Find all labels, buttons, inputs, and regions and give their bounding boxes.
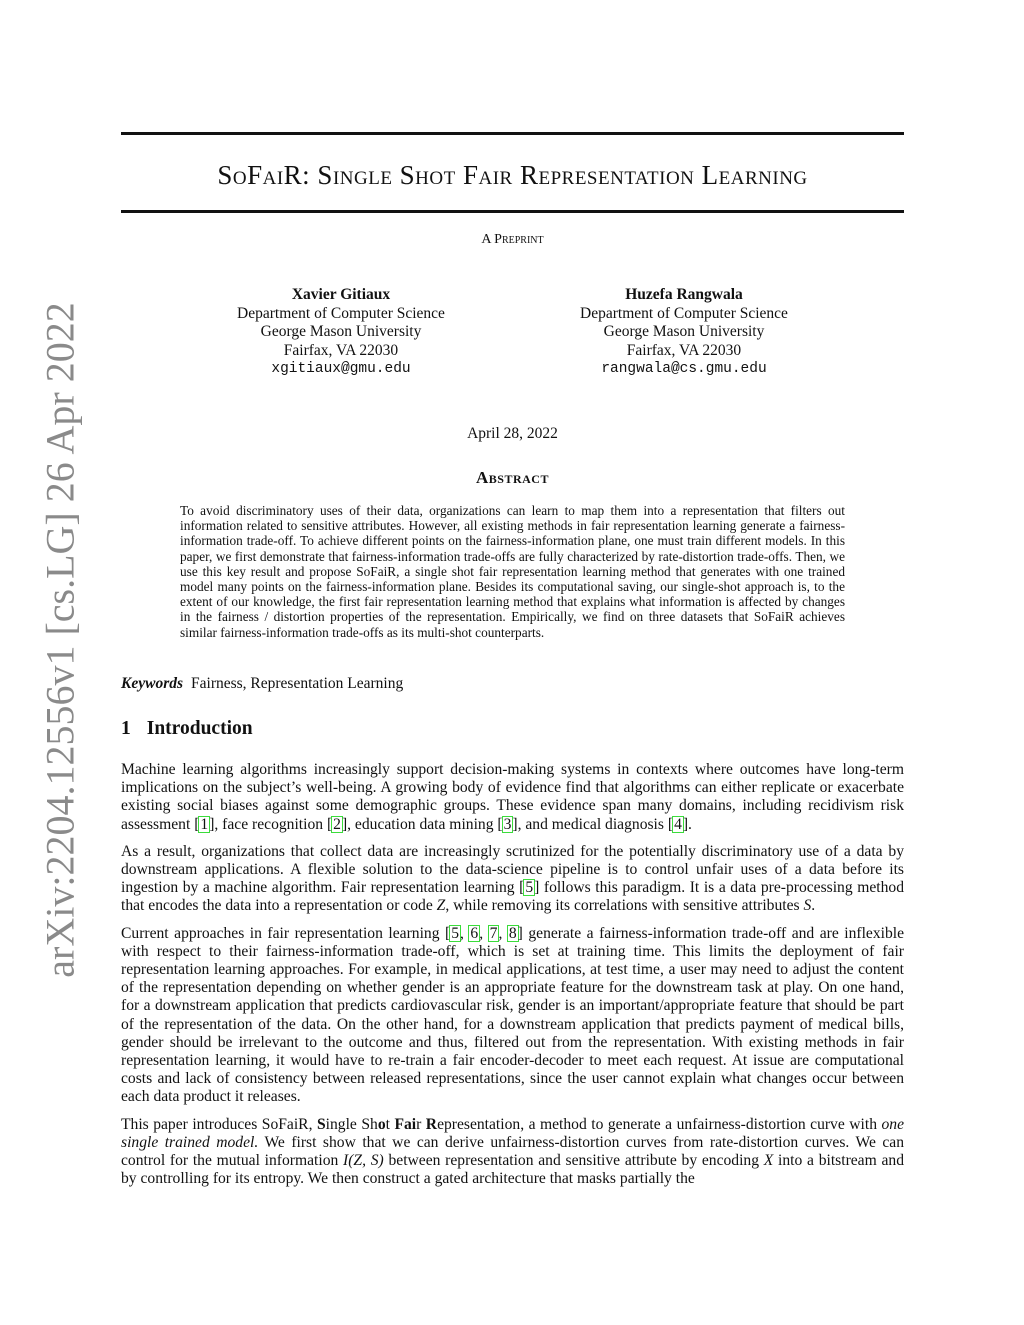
citation-link[interactable]: 5 bbox=[525, 879, 534, 897]
math-variable: Z bbox=[436, 897, 446, 915]
citation-link[interactable]: 7 bbox=[489, 924, 498, 942]
text-run: Machine learning algorithms increasingly support decision-making systems in contexts where outcomes have long-term implications on the subject’s well-being. A growing body of evidence find that algorithms can either replicate or exacerbate existing social biases against some demographic groups. These evidence span many domains, including recidivism risk assessment [ bbox=[121, 761, 904, 833]
title-top-rule bbox=[121, 132, 904, 135]
bold-letter: S bbox=[316, 1115, 326, 1133]
publication-date: April 28, 2022 bbox=[467, 425, 558, 442]
author-name: Huzefa Rangwala bbox=[625, 286, 743, 303]
italic-phrase: one single trained model. bbox=[121, 1115, 904, 1151]
paragraph-1 bbox=[121, 761, 904, 834]
citation-link[interactable]: 5 bbox=[451, 924, 459, 942]
bold-letter: o bbox=[377, 1115, 386, 1133]
text-run: ] generate a fairness-information trade-off and are inflexible with respect to their fairness-information trade-off, which is set at training time. This limits the deployment of fair representation learning approaches. For example, in medical applications, at test time, a user may need to adjust the content of the representation depending on whether gender is an appropriate feature for the downstream task at play. On one hand, for a downstream application that predicts cardiovascular risk, gender is an important/appropriate feature that should be part of the representation of the data. On the other hand, for a downstream application that predicts payment of medical bills, gender should be irrelevant to the outcome and thus, filtered out from the representation. With existing methods in fair representation learning, it would have to re-train a fair encoder-decoder to meet each request. At issue are computational costs and lack of consistency between released representations, since the user cannot explain what changes occur between each data product it releases. bbox=[121, 924, 905, 1106]
author-email[interactable]: xgitiaux@gmu.edu bbox=[271, 361, 411, 377]
keywords-label-initial: K bbox=[121, 675, 132, 692]
text-run: between representation and sensitive attribute by encoding bbox=[383, 1152, 764, 1170]
paragraph-2 bbox=[121, 843, 904, 916]
preprint-label: A Preprint bbox=[481, 232, 544, 247]
keywords-label-rest: eywords bbox=[131, 675, 184, 692]
author-university: George Mason University bbox=[603, 323, 765, 340]
abstract-heading: Abstract bbox=[476, 468, 549, 487]
author-university: George Mason University bbox=[260, 323, 422, 340]
text-run: ], education data mining [ bbox=[341, 815, 503, 833]
paper-title: SoFaiR: Single Shot Fair Representation Learning bbox=[217, 160, 808, 190]
text-run: ], and medical diagnosis [ bbox=[512, 815, 674, 833]
text-run: epresentation, a method to generate a unfairness-distortion curve with bbox=[437, 1115, 882, 1133]
text-run: into a bitstream and by controlling for its entropy. We then construct a gated architecture that masks partially the bbox=[121, 1152, 904, 1188]
text-run: . bbox=[811, 897, 816, 915]
body-text bbox=[121, 761, 904, 1197]
math-expression: I(Z, S) bbox=[343, 1152, 384, 1170]
citation-link[interactable]: 1 bbox=[200, 815, 209, 833]
author-location: Fairfax, VA 22030 bbox=[283, 341, 399, 359]
paragraph-3 bbox=[121, 925, 904, 1107]
author-department: Department of Computer Science bbox=[580, 304, 788, 322]
bold-letter: Fai bbox=[394, 1115, 417, 1133]
author-location: Fairfax, VA 22030 bbox=[626, 341, 742, 359]
arxiv-identifier: arXiv:2204.12556v1 [cs.LG] 26 Apr 2022 bbox=[37, 302, 83, 978]
text-run: , bbox=[498, 924, 508, 942]
citation-link[interactable]: 4 bbox=[674, 815, 682, 833]
math-variable: X bbox=[763, 1152, 774, 1170]
text-run: We first show that we can derive unfairness-distortion curves from rate-distortion curves. We can control for the mutual information bbox=[121, 1133, 904, 1170]
keywords bbox=[121, 675, 904, 693]
text-run: ] follows this paradigm. It is a data pre-processing method that encodes the data into a representation or code bbox=[121, 879, 905, 915]
keywords-label bbox=[121, 675, 183, 692]
abstract-text: To avoid discriminatory uses of their data, organizations can learn to map them into a representation that filters out information related to sensitive attributes. However, all existing methods in fair representation learning generate a fairness-information trade-off. To achieve different points on the fairness-information plane, one must train different models. In this paper, we first demonstrate that fairness-information trade-offs are fully characterized by rate-distortion trade-offs. Then, we use this key result and propose SoFaiR, a single shot fair representation learning method that generates with one trained model many points on the fairness-information plane. Besides its computational saving, our single-shot approach is, to the extent of our knowledge, the first fair representation learning method that explains what information is affected by changes in the fairness / distortion properties of the representation. Empirically, we find on three datasets that SoFaiR achieves similar fairness-information trade-offs as its multi-shot counterparts. bbox=[180, 503, 845, 640]
text-run: As a result, organizations that collect data are increasingly scrutinized for the potentially discriminatory use of a data by downstream applications. A flexible solution to the data-science pipeline is to control unfair uses of a data before its ingestion by a machine algorithm. Fair representation learning [ bbox=[121, 842, 904, 897]
section-number: 1 bbox=[121, 718, 131, 739]
text-run: r bbox=[416, 1115, 426, 1133]
title-bottom-rule bbox=[121, 210, 904, 213]
text-run: ]. bbox=[682, 815, 692, 833]
citation-link[interactable]: 8 bbox=[508, 924, 517, 942]
text-run: , while removing its correlations with sensitive attributes bbox=[445, 897, 804, 915]
text-run: , bbox=[479, 924, 489, 942]
math-variable: S bbox=[803, 897, 812, 915]
text-run: , bbox=[460, 924, 470, 942]
text-run: ], face recognition [ bbox=[209, 815, 333, 833]
citation-link[interactable]: 3 bbox=[503, 815, 512, 833]
paragraph-4 bbox=[121, 1116, 904, 1189]
author-block-2 bbox=[534, 286, 834, 379]
author-department: Department of Computer Science bbox=[237, 304, 445, 322]
citation-link[interactable]: 2 bbox=[333, 815, 341, 833]
text-run: ingle Sh bbox=[325, 1115, 378, 1133]
bold-letter: R bbox=[425, 1115, 438, 1133]
citation-link[interactable]: 6 bbox=[470, 924, 479, 942]
author-name: Xavier Gitiaux bbox=[291, 286, 391, 303]
text-run: t bbox=[385, 1115, 395, 1133]
text-run: This paper introduces SoFaiR, bbox=[121, 1115, 317, 1133]
author-block-1 bbox=[191, 286, 491, 379]
keywords-value: Fairness, Representation Learning bbox=[191, 675, 404, 692]
section-heading bbox=[121, 718, 253, 740]
author-email[interactable]: rangwala@cs.gmu.edu bbox=[601, 361, 767, 377]
section-title: Introduction bbox=[146, 718, 253, 739]
text-run: Current approaches in fair representation learning [ bbox=[121, 924, 451, 942]
